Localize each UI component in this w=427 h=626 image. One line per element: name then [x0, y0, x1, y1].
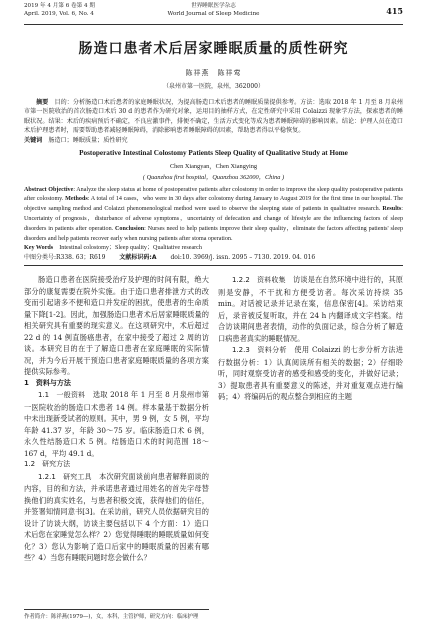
subsection-heading-1-2: 1.2 研究方法	[24, 460, 71, 469]
keywords-cn-label: 关键词	[24, 136, 43, 144]
conclusion-label: Conclusion	[115, 225, 145, 232]
conclusion-text: Nurses need to help patients improve their sleep quality，eliminate the factors affecting patients' sleep disorders and help patients recover early when nursing patients after stoma operation.	[24, 225, 403, 242]
methods-text: A total of 14 cases，who were in 30 days after colostomy during January to August 2019 for the first time in our hospital. The objective sampling method and Colaizzi phenomenological method were used to observe the sleeping state of patients in qualitative research.	[24, 196, 404, 213]
article-title-en: Postoperative Intestinal Colostomy Patients Sleep Quality of Qualitative Study at Home	[79, 148, 348, 157]
body-columns	[24, 274, 403, 564]
research-tool-paragraph	[24, 471, 209, 564]
intro-paragraph: 肠造口患者在医院接受治疗及护理的时间有限，绝大部分的康复需要在院外实施。由于造口患者排泄方式的改变而引起诸多不便和造口并发症的困扰，使患者的生命质量下降[1-2]。因此，加强肠造口患者术后居家睡眠质量的相关研究具有重要的现实意义。在这项研究中，术后超过 22 d 的 14 例直肠癌患者，在家中接受了超过 2 周的访谈。本研究目的在于了解造口患者在家庭睡眠的实际情况，并为今后开展干预造口患者家庭睡眠质量的各项方案提供实际参考。	[24, 275, 209, 377]
subsection-heading-1-2-1: 1.2.1 研究工具	[38, 472, 92, 481]
data-analysis-paragraph	[218, 344, 403, 403]
affiliation-en: ( Quanzhou first hospital，Quanzhou 362000，China )	[142, 173, 285, 181]
general-data-text: 选取 2018 年 1 月至 8 月泉州市第一医院收治的肠造口术患者 14 例。样本量基于数据分析中未出现新受试者的原则。其中，男 9 例，女 5 例，平均年龄 41.37 岁，年龄 30～75 岁。临床肠造口术 6 例，永久性结肠造口术 5 例。结肠造口术的时间范围 18～167 d，平均 49.1 d。	[24, 390, 209, 458]
body-column-left	[24, 274, 209, 564]
subsection-heading-1-2-2: 1.2.2 资料收集	[232, 276, 286, 285]
doi: doi:10. 3969/j. issn. 2095 – 7130. 2019. 04. 016	[170, 254, 316, 262]
article-metadata	[24, 253, 403, 266]
keywords-en-text: Intestinal colostomy；Sleep quality；Qualitative research	[59, 245, 202, 252]
document-code: 文献标识码:A	[119, 254, 157, 262]
research-tool-text: 本次研究面谈前向患者解释面谈的内容，目的和方法，并承诺患者通过用姓名的首先字母替换他们的真实姓名，与患者积极交流，获得他们的信任，并签署知情同意书[3]。在采访前，研究人员依据研究目的设计了访谈大纲，访谈主要包括以下 4 个方面：1）造口术后您在家睡觉怎么样？2）您觉得睡眠的睡眠质量如何变化？3）您认为影响了造口后家中的睡眠质量的因素有哪些？4）当您有睡眠问题时您会做什么？	[24, 471, 209, 563]
section-heading-1: 1 资料与方法	[24, 378, 71, 387]
issue-cn: 2019 年 4 月第 6 卷第 4 期	[24, 3, 95, 9]
abstract-en: Abstract Objective: Analyze the sleep status at home of postoperative patients after colostomy in order to improve the sleep quality postoperative patients after colostomy. Methods: A total of 14 cases，who were in 30 days after colostomy during January to August 2019 for the first time in our hospital. The objective sampling method and Colaizzi phenomenological method were used to observe the sleeping state of patients in qualitative research. Results: Uncertainty of prognosis，disturbance of adverse symptoms，uncertainty of defecation and change of lifestyle are the influencing factors of sleep disorders in patients after operation. Conclusion: Nurses need to help patients improve their sleep quality，eliminate the factors affecting patients' sleep disorders and help patients recover early when nursing patients after stoma operation.	[24, 186, 404, 242]
authors-en: Chen Xiangyan，Chen Xiangying	[169, 162, 258, 170]
abstract-cn-label: 摘要	[36, 99, 49, 106]
body-column-right	[218, 274, 403, 564]
abstract-cn	[24, 98, 403, 136]
subsection-heading-1-2-3: 1.2.3 资料分析	[232, 346, 287, 355]
abstract-en-label: Abstract	[24, 186, 47, 193]
keywords-en-label: Key Words	[24, 245, 54, 252]
running-header	[24, 0, 403, 25]
abstract-cn-text: 目的：分析肠造口术后患者的家庭睡眠状况，为提高肠造口术后患者的睡眠质量提供参考。方法：选取 2018 年 1 月至 8 月泉州市第一医院收治的首次肠造口术后 30 d 的患者作为研究对象，运用目的抽样方式，在定性研究中采用 Colaizzi 现象学方法，探索患者的睡眠状况。结果：术后的疾病预后不确定，不良应激事件，排便不确定，生活方式变化等成为患者睡眠障碍的影响因素。结论：护理人员在造口术后护理患者时，需要帮助患者减轻睡眠障碍，消除影响患者睡眠障碍的因素，帮助患者得以平稳恢复。	[24, 99, 404, 135]
keywords-cn-text: 肠造口；睡眠质量；质性研究	[48, 136, 128, 144]
affiliation-cn: （泉州市第一医院，泉州，362000）	[163, 83, 264, 90]
journal-name-en: World Journal of Sleep Medicine	[167, 11, 260, 17]
article-title-cn: 肠造口患者术后居家睡眠质量的质性研究	[78, 41, 349, 57]
author-footnote: 作者简介：陈祥燕(1979—)，女，本科，主管护师，研究方向：临床护理	[24, 609, 209, 620]
subsection-heading-1-1: 1.1 一般资料	[38, 391, 86, 400]
data-analysis-text: 使用 Colaizzi 的七步分析方法进行数据分析：1）认真阅读所有相关的数据；2）仔细聆听，同时观察受访者的感受和感受的变化，并做好记录；3）提取患者具有重要意义的陈述，并对重复观点进行编码；4）将编码后的观点整合到相应的主题	[218, 345, 403, 402]
clc-number: 中图分类号:R338. 63；R619	[24, 254, 106, 262]
methods-label: Methods	[65, 196, 88, 203]
general-data-paragraph	[24, 389, 209, 459]
issue-en: April. 2019, Vol. 6, No. 4	[24, 11, 94, 17]
keywords-en	[24, 244, 403, 253]
objective-text: Analyze the sleep status at home of postoperative patients after colostomy in order to improve the sleep quality postoperative patients after colostomy.	[24, 186, 403, 203]
keywords-cn	[24, 136, 403, 145]
results-label: Results	[382, 206, 402, 213]
journal-name	[24, 2, 403, 18]
page-number: 415	[386, 6, 403, 16]
data-collection-paragraph	[218, 274, 403, 344]
journal-name-cn: 世界睡眠医学杂志	[191, 3, 236, 9]
authors-cn: 陈祥燕 陈祥莺	[185, 69, 242, 77]
results-text: Uncertainty of prognosis，disturbance of adverse symptoms，uncertainty of defecation and change of lifestyle are the influencing factors of sleep disorders in patients after operation.	[24, 216, 403, 232]
data-collection-text: 访谈是在自然环境中进行的，其原则是安静，不干扰和方便受访者。每次采访持续 35 min。对话被记录并记录在案，信息保密[4]。采访结束后，录音被反复听取，并在 24 h 内翻译成文字档案。结合访谈期间患者表情，动作的负面记录，综合分析了解造口病患者真实的睡眠情况。	[218, 275, 403, 343]
objective-label: Objective	[48, 186, 74, 193]
